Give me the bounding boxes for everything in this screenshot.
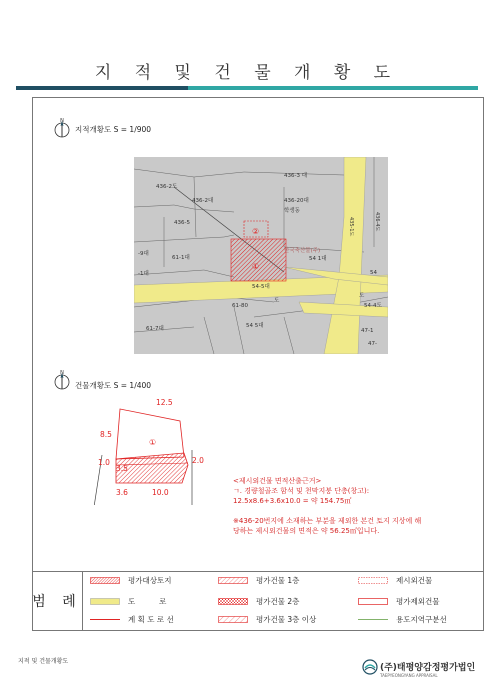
map-road-label: 436-4도: [374, 212, 380, 232]
map-parcel-label: 학생동: [284, 208, 300, 214]
map-parcel-label: 54-4도: [364, 303, 382, 309]
map-parcel-label: 도: [359, 293, 365, 299]
map-parcel-label: 47-1: [361, 328, 374, 334]
legend-label: 평가건물 3층 이상: [256, 615, 317, 624]
sketch-dim: 1.0: [98, 458, 110, 467]
map-building-label: 한국축산물(주): [284, 248, 321, 254]
sketch-dim: 3.6: [116, 488, 128, 497]
map-parcel-label: -1대: [138, 271, 149, 277]
legend-item-road: [90, 596, 166, 607]
map-marker-2: ②: [252, 227, 260, 236]
hatch-swatch-icon: [218, 616, 248, 623]
map-parcel-label: 61-80: [232, 303, 248, 309]
note-line: [233, 506, 421, 516]
legend-item-target-land: [90, 575, 171, 586]
note-line: ㄱ. 경량철골조 함석 및 천막지붕 단층(창고):: [233, 487, 370, 495]
legend-label: 용도지역구분선: [396, 615, 447, 624]
map-parcel-label: 436-20대: [284, 198, 309, 204]
map-parcel-label: 436-5: [174, 220, 190, 226]
legend-label: 평가건물 2층: [256, 597, 300, 606]
sketch-dim: 12.5: [156, 398, 173, 407]
legend-label: 평가건물 1층: [256, 576, 300, 585]
sketch-marker: ①: [149, 438, 157, 447]
sketch-dim: 10.0: [152, 488, 169, 497]
footer-company-sub: TAEPYEONGYANG APPRAISAL: [380, 673, 438, 678]
crosshatch-swatch-icon: [218, 598, 248, 605]
legend-item-planned-road: [90, 614, 174, 625]
legend-label: 계 획 도 로 선: [128, 615, 174, 624]
legend-label: 평가대상토지: [128, 576, 172, 585]
compass-letter: N: [60, 118, 64, 124]
legend-item-floor1: [218, 575, 299, 586]
map-parcel-label: 54: [370, 270, 377, 276]
area-calculation-note: [233, 476, 421, 536]
outline-swatch-icon: [358, 598, 388, 605]
map-parcel-label: 54-5대: [252, 284, 270, 290]
legend-item-extra-building: [358, 575, 432, 586]
note-line: <제시외건물 면적산출근거>: [233, 477, 322, 485]
legend-label: 도 로: [128, 597, 167, 606]
legend-item-excluded-building: [358, 596, 439, 607]
hatch-swatch-icon: [90, 577, 120, 584]
map-parcel-label: 54 5대: [246, 323, 264, 329]
title-rule-teal: [188, 86, 478, 90]
map-parcel-label: 436-3 대: [284, 173, 308, 179]
north-compass-icon: [52, 370, 72, 390]
map-parcel-label: 61-7대: [146, 326, 164, 332]
note-line: ※436-20번지에 소재하는 부분을 제외한 본건 토지 지상에 해: [233, 517, 422, 525]
page-title: 지 적 및 건 물 개 황 도: [94, 63, 400, 83]
note-line: 당하는 제시외건물의 면적은 약 56.25㎡입니다.: [233, 527, 380, 535]
map-parcel-label: 54 1대: [309, 256, 327, 262]
footer-company-name: (주)태평양감정평가법인: [380, 663, 476, 673]
legend-item-floor2: [218, 596, 299, 607]
map-parcel-label: -9대: [138, 251, 149, 257]
legend-label: 평가제외건물: [396, 597, 440, 606]
building-label: 건물개황도 S = 1/400: [75, 381, 152, 390]
footer-doc-title: 지적 및 건물개황도: [18, 658, 69, 665]
map-road-label: 435-1도: [348, 217, 354, 237]
company-logo-icon: [362, 659, 378, 675]
map-parcel-label: 436-2대: [192, 198, 214, 204]
line-swatch-icon: [358, 616, 388, 623]
compass-letter: N: [60, 370, 64, 376]
cadastral-label: 지적개황도 S = 1/900: [75, 125, 152, 134]
legend-label: 제시외건물: [396, 576, 433, 585]
legend-item-zoning-line: [358, 614, 447, 625]
sketch-dim: 2.0: [192, 456, 204, 465]
sketch-dim: 8.5: [100, 430, 112, 439]
map-marker-1: ①: [252, 262, 260, 271]
map-parcel-label: 61-1대: [172, 255, 190, 261]
note-line: 12.5x8.6+3.6x10.0 = 약 154.75㎡: [233, 497, 352, 505]
map-parcel-label: 47-: [368, 341, 377, 347]
sketch-dim: 3.5: [116, 464, 128, 473]
map-parcel-label: 도: [274, 298, 280, 304]
title-rule-dark: [16, 86, 188, 90]
map-parcel-label: 436-2도: [156, 184, 178, 190]
legend-heading: 범 례: [32, 571, 83, 631]
building-sketch: [92, 395, 222, 505]
line-swatch-icon: [90, 616, 120, 623]
road-swatch-icon: [90, 598, 120, 605]
legend-item-floor3: [218, 614, 316, 625]
dashed-swatch-icon: [358, 577, 388, 584]
hatch-swatch-icon: [218, 577, 248, 584]
cadastral-map: [134, 157, 388, 354]
north-compass-icon: [52, 118, 72, 138]
